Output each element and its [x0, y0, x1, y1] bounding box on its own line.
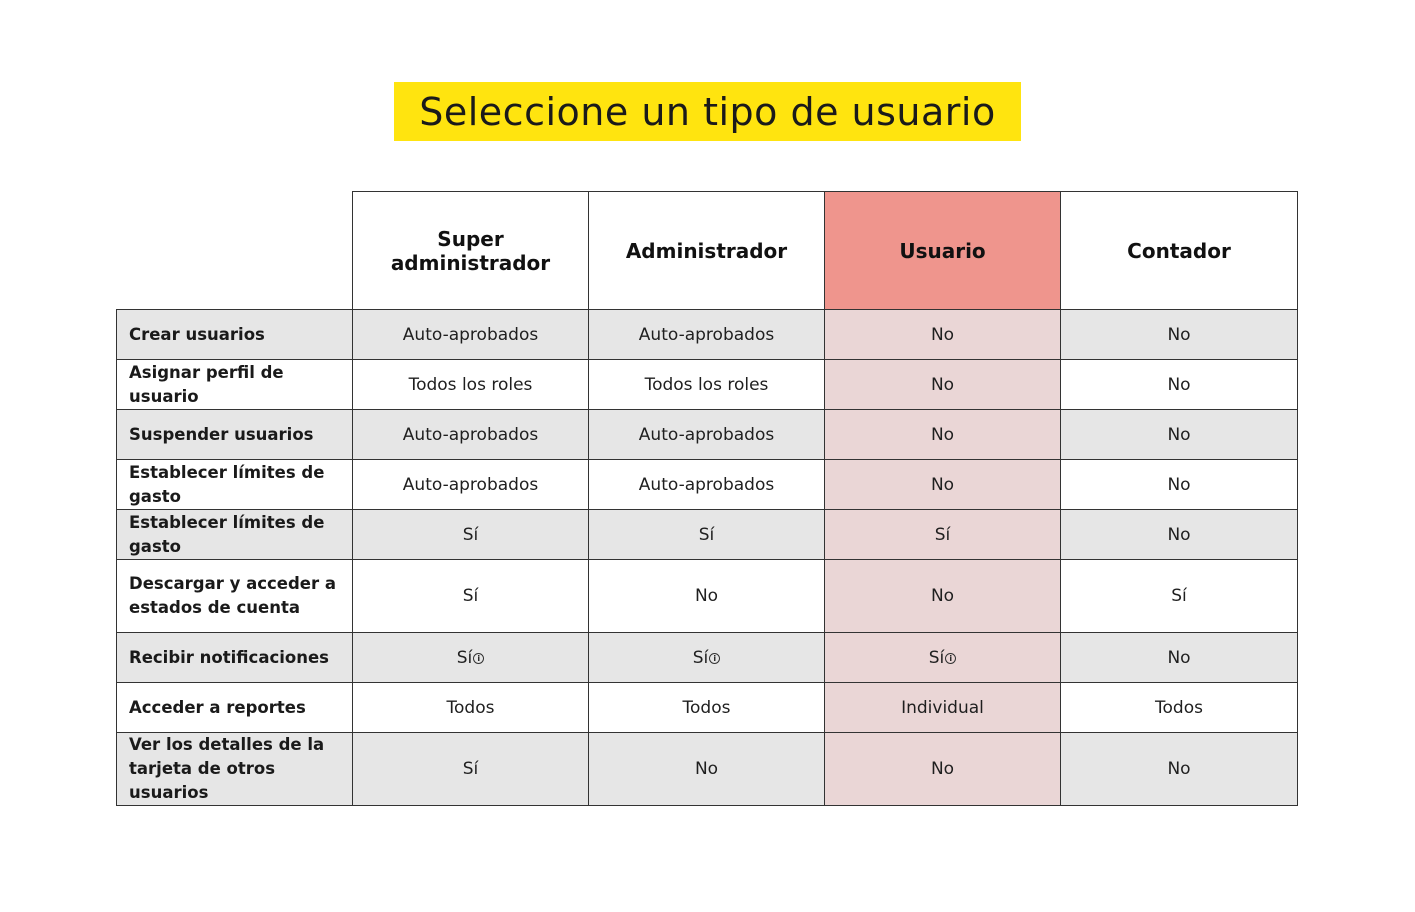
table-cell: No [1061, 733, 1298, 806]
table-cell: Sí [1061, 560, 1298, 633]
table-cell [589, 633, 825, 683]
table-cell: Auto-aprobados [353, 460, 589, 510]
info-icon[interactable]: i [709, 653, 720, 664]
table-cell: Sí [353, 510, 589, 560]
row-label: Establecer límites de gasto [116, 510, 353, 560]
table-cell: Sí [353, 560, 589, 633]
table-cell: Sí [825, 510, 1061, 560]
table-cell: Todos los roles [353, 360, 589, 410]
table-cell: Auto-aprobados [589, 310, 825, 360]
row-label: Descargar y acceder a estados de cuenta [116, 560, 353, 633]
table-cell: No [1061, 310, 1298, 360]
table-cell: Todos [353, 683, 589, 733]
table-cell: Todos [589, 683, 825, 733]
row-label: Crear usuarios [116, 310, 353, 360]
row-label: Asignar perfil de usuario [116, 360, 353, 410]
table-cell: Auto-aprobados [589, 460, 825, 510]
table-cell: Auto-aprobados [353, 410, 589, 460]
table-cell: No [825, 560, 1061, 633]
table-cell: Sí [589, 510, 825, 560]
cell-value: Sí [692, 647, 709, 668]
table-cell: No [1061, 633, 1298, 683]
row-label: Recibir notificaciones [116, 633, 353, 683]
table-cell: No [825, 410, 1061, 460]
permissions-table [116, 191, 1298, 806]
table-cell: No [1061, 360, 1298, 410]
table-cell [353, 633, 589, 683]
title-banner [394, 82, 1021, 141]
table-cell: No [825, 310, 1061, 360]
table-cell: No [825, 360, 1061, 410]
column-header-contador[interactable]: Contador [1061, 191, 1298, 310]
table-cell: Todos los roles [589, 360, 825, 410]
row-label: Acceder a reportes [116, 683, 353, 733]
table-cell: Sí [353, 733, 589, 806]
table-cell: Auto-aprobados [353, 310, 589, 360]
table-cell: No [1061, 460, 1298, 510]
cell-value: Sí [928, 647, 945, 668]
cell-value: Sí [456, 647, 473, 668]
page-title: Seleccione un tipo de usuario [419, 89, 996, 134]
table-cell: Auto-aprobados [589, 410, 825, 460]
table-cell: No [589, 733, 825, 806]
table-cell: No [825, 733, 1061, 806]
column-header-usuario[interactable]: Usuario [825, 191, 1061, 310]
table-cell: Todos [1061, 683, 1298, 733]
row-label: Establecer límites de gasto [116, 460, 353, 510]
table-cell [825, 633, 1061, 683]
table-cell: No [589, 560, 825, 633]
table-cell: No [1061, 410, 1298, 460]
column-header-administrador[interactable]: Administrador [589, 191, 825, 310]
table-cell: Individual [825, 683, 1061, 733]
row-label: Ver los detalles de la tarjeta de otros usuarios [116, 733, 353, 806]
info-icon[interactable]: i [945, 653, 956, 664]
table-cell: No [825, 460, 1061, 510]
info-icon[interactable]: i [473, 653, 484, 664]
column-header-super-administrador[interactable]: Super administrador [353, 191, 589, 310]
row-label: Suspender usuarios [116, 410, 353, 460]
table-corner [116, 191, 353, 310]
table-cell: No [1061, 510, 1298, 560]
